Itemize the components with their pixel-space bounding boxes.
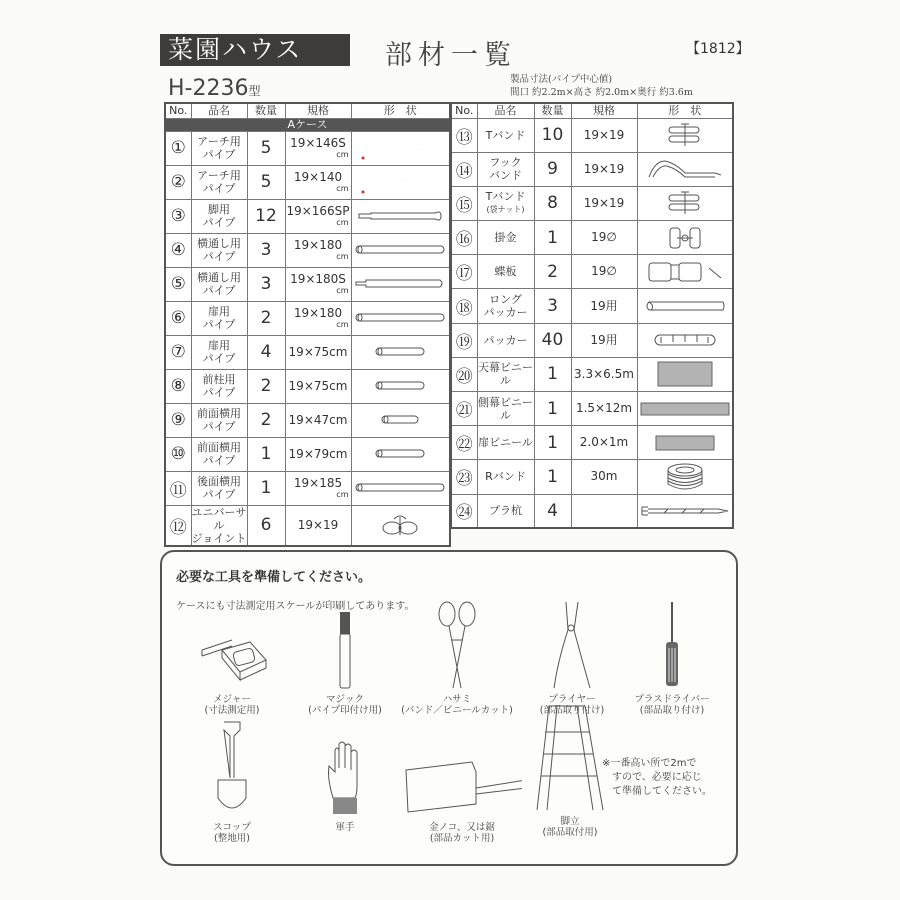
part-name-line: パイプ (202, 216, 236, 229)
part-quantity: 5 (247, 131, 285, 165)
part-number: ⑫ (165, 505, 191, 546)
table-row (451, 118, 733, 152)
part-spec-unit: cm (336, 320, 349, 329)
part-name-line: 側幕ビニール (478, 395, 533, 422)
part-quantity: 6 (247, 505, 285, 546)
part-name (191, 267, 247, 301)
part-name-line: (袋ナット) (486, 205, 525, 215)
part-name-line: 前面横用 (197, 441, 241, 454)
part-number: ⑬ (451, 118, 477, 152)
part-name (477, 426, 534, 460)
part-spec-value: 19×166SP (286, 204, 350, 218)
model-number (168, 76, 261, 101)
part-name-line: 扉用 (208, 305, 230, 318)
part-name-line: 扉ビニール (478, 436, 533, 450)
marker-icon (285, 614, 405, 694)
tool-name: スコップ (213, 822, 251, 833)
part-name-line: 横通し用 (197, 271, 241, 284)
part-spec (285, 131, 351, 165)
part-quantity: 1 (534, 357, 571, 391)
table-row (165, 301, 450, 335)
tool-purpose: (部品取付用) (542, 827, 598, 838)
part-number: ⑥ (165, 301, 191, 335)
part-quantity: 2 (247, 301, 285, 335)
part-spec (285, 165, 351, 199)
part-number: ⑭ (451, 152, 477, 186)
part-name-line: 天幕ビニール (478, 361, 533, 388)
part-quantity: 40 (534, 323, 571, 357)
part-quantity: 2 (247, 403, 285, 437)
document-title: 部材一覧 (385, 40, 517, 71)
table-row (165, 437, 450, 471)
part-quantity: 9 (534, 152, 571, 186)
part-spec-value: 19×75cm (288, 344, 348, 359)
tools-subnote: ケースにも寸法測定用スケールが印刷してあります。 (176, 601, 415, 612)
required-tools-panel (160, 550, 738, 866)
header-shape: 形 状 (637, 103, 733, 118)
part-name (191, 471, 247, 505)
part-name (477, 494, 534, 528)
table-row (165, 165, 450, 199)
part-number: ⑲ (451, 323, 477, 357)
part-spec: 19×19 (571, 186, 637, 220)
part-name (191, 369, 247, 403)
ladder-note-line: て準備してください。 (612, 786, 712, 797)
table-row (165, 233, 450, 267)
part-quantity: 1 (534, 392, 571, 426)
parts-table-right (450, 102, 734, 529)
part-spec (285, 369, 351, 403)
part-name-line: パイプ (202, 284, 236, 297)
tool-name: 金ノコ、又は鋸 (429, 822, 495, 833)
header-shape: 形 状 (351, 103, 450, 118)
short-pipe-icon (351, 369, 450, 403)
part-name (191, 505, 247, 546)
part-spec: 19∅ (571, 255, 637, 289)
part-name-line: フック (489, 156, 522, 170)
tool-item (397, 614, 517, 716)
header-qty: 数量 (247, 103, 285, 118)
table-row (165, 267, 450, 301)
dimensions-values: 間口 約2.2m×高さ 約2.0m×奥行 約3.6m (510, 87, 693, 98)
part-quantity: 2 (247, 369, 285, 403)
glove-icon (285, 730, 405, 822)
part-name-line: 前面横用 (197, 407, 241, 420)
part-name (191, 199, 247, 233)
part-name (477, 392, 534, 426)
table-row (451, 323, 733, 357)
part-name-line: パイプ (202, 454, 236, 467)
part-spec: 19用 (571, 323, 637, 357)
part-name (191, 131, 247, 165)
case-label: Aケース (165, 118, 450, 131)
part-quantity: 10 (534, 118, 571, 152)
table-row (451, 357, 733, 391)
vinyl-sheet-icon (637, 357, 733, 391)
tool-name: メジャー (213, 694, 251, 705)
product-dimensions (510, 73, 693, 99)
tool-purpose: (パイプ印付け用) (308, 705, 382, 716)
part-quantity: 3 (534, 289, 571, 323)
tool-item (612, 614, 732, 716)
part-name-line: パッカー (483, 333, 528, 347)
part-name-line: Tバンド (485, 190, 526, 204)
part-name (477, 152, 534, 186)
table-row (451, 152, 733, 186)
plastic-stake-icon (637, 494, 733, 528)
tool-name: プラスドライバー (634, 694, 710, 705)
part-number: ㉓ (451, 460, 477, 494)
part-quantity: 3 (247, 267, 285, 301)
part-name-line: 横通し用 (197, 237, 241, 250)
part-name (477, 460, 534, 494)
part-number: ④ (165, 233, 191, 267)
part-spec-value: 19×140 (293, 170, 343, 184)
model-code: H-2236 (168, 76, 249, 101)
part-number: ⑮ (451, 186, 477, 220)
tool-name: ハサミ (442, 694, 472, 705)
ladder-note (602, 757, 712, 799)
part-number: ㉑ (451, 392, 477, 426)
tool-purpose: (バンド／ビニールカット) (401, 705, 513, 716)
part-spec-value: 19×75cm (288, 378, 348, 393)
part-quantity: 4 (247, 335, 285, 369)
short-pipe-icon (351, 437, 450, 471)
table-row (451, 255, 733, 289)
part-name (477, 357, 534, 391)
part-quantity: 3 (247, 233, 285, 267)
part-quantity: 5 (247, 165, 285, 199)
dimensions-label: 製品寸法(パイプ中心値) (510, 74, 613, 85)
part-name (191, 301, 247, 335)
part-name (477, 221, 534, 255)
short-pipe-icon (351, 335, 450, 369)
part-spec-value: 19×180S (290, 272, 346, 286)
part-name-line: パイプ (202, 386, 236, 399)
table-row (165, 403, 450, 437)
part-name-line: ロング (489, 293, 522, 307)
table-row (165, 471, 450, 505)
tool-purpose: (部品取り付け) (539, 705, 605, 716)
part-name (191, 233, 247, 267)
part-quantity: 2 (534, 255, 571, 289)
part-spec-unit: cm (336, 286, 349, 295)
tool-item (285, 730, 405, 833)
part-spec-value: 19×19 (297, 517, 339, 532)
table-row (451, 289, 733, 323)
part-name-line: 前柱用 (202, 373, 236, 386)
part-spec (285, 471, 351, 505)
part-spec (285, 301, 351, 335)
table-row (165, 369, 450, 403)
document-code: 【1812】 (686, 41, 750, 57)
part-spec (285, 505, 351, 546)
part-spec (285, 267, 351, 301)
tool-item (402, 730, 522, 844)
part-spec: 19用 (571, 289, 637, 323)
ladder-note-line: すので、必要に応じ (612, 772, 702, 783)
part-name-line: ユニバーサル (191, 505, 247, 532)
part-number: ⑩ (165, 437, 191, 471)
part-spec-unit: cm (336, 218, 349, 227)
part-name-line: パイプ (202, 182, 236, 195)
hinge-icon (637, 255, 733, 289)
part-name-line: パイプ (202, 250, 236, 263)
part-spec-value: 19×180 (293, 306, 343, 320)
part-spec (285, 233, 351, 267)
table-row (451, 426, 733, 460)
part-number: ⑨ (165, 403, 191, 437)
part-name (477, 186, 534, 220)
tool-name: 脚立 (560, 816, 580, 827)
part-spec: 3.3×6.5m (571, 357, 637, 391)
part-quantity: 1 (534, 426, 571, 460)
swaged-pipe-icon (351, 267, 450, 301)
universal-joint-icon (351, 505, 450, 546)
part-number: ㉔ (451, 494, 477, 528)
tools-heading: 必要な工具を準備してください。 (176, 570, 372, 585)
part-quantity: 4 (534, 494, 571, 528)
part-name-line: パッカー (483, 306, 528, 320)
part-name-line: アーチ用 (197, 135, 241, 148)
part-number: ㉒ (451, 426, 477, 460)
tool-name: マジック (325, 694, 364, 705)
part-quantity: 1 (534, 460, 571, 494)
band-roll-icon (637, 460, 733, 494)
header-spec: 規格 (571, 103, 637, 118)
part-spec: 19×19 (571, 118, 637, 152)
part-quantity: 1 (534, 221, 571, 255)
part-name-line: アーチ用 (197, 169, 241, 182)
tool-purpose: (寸法測定用) (204, 705, 260, 716)
tool-purpose: (部品取り付け) (639, 705, 705, 716)
part-number: ⑯ (451, 221, 477, 255)
bent-pipe-icon (351, 165, 450, 199)
part-spec-unit: cm (336, 150, 349, 159)
part-spec-value: 19×185 (293, 476, 343, 490)
parts-table-left (164, 102, 451, 547)
part-number: ⑳ (451, 357, 477, 391)
part-name-line: パイプ (202, 318, 236, 331)
table-row (165, 505, 450, 546)
table-header (451, 103, 733, 118)
leg-pipe-icon (351, 199, 450, 233)
part-name-line: 扉用 (208, 339, 230, 352)
part-name-line: パイプ (202, 352, 236, 365)
table-row (451, 186, 733, 220)
table-row (165, 131, 450, 165)
table-row (451, 221, 733, 255)
long-pipe-icon (351, 301, 450, 335)
long-pipe-icon (351, 233, 450, 267)
part-name-line: Tバンド (485, 128, 526, 142)
vinyl-door-icon (637, 426, 733, 460)
part-spec-unit: cm (336, 252, 349, 261)
part-name-line: Rバンド (485, 470, 526, 484)
header-name: 品名 (191, 103, 247, 118)
part-name (191, 403, 247, 437)
shovel-icon (172, 730, 292, 822)
part-spec-value: 19×180 (293, 238, 343, 252)
part-number: ③ (165, 199, 191, 233)
long-packer-icon (637, 289, 733, 323)
part-name-line: 蝶板 (494, 265, 517, 279)
part-name (477, 289, 534, 323)
part-spec (285, 437, 351, 471)
long-pipe-icon (351, 471, 450, 505)
part-spec: 19×19 (571, 152, 637, 186)
packer-icon (637, 323, 733, 357)
part-name-line: バンド (489, 169, 522, 183)
part-spec: 1.5×12m (571, 392, 637, 426)
part-spec: 30m (571, 460, 637, 494)
table-row (451, 460, 733, 494)
table-row (451, 392, 733, 426)
part-name-line: パイプ (202, 488, 236, 501)
part-number: ⑱ (451, 289, 477, 323)
part-number: ⑧ (165, 369, 191, 403)
part-number: ⑪ (165, 471, 191, 505)
part-name-line: 後面横用 (197, 475, 241, 488)
header-spec: 規格 (285, 103, 351, 118)
part-spec-value: 19×146S (290, 136, 346, 150)
tool-purpose: (部品カット用) (429, 833, 495, 844)
tape-measure-icon (172, 614, 292, 694)
scissors-icon (397, 614, 517, 694)
brand-title: 菜園ハウス (160, 34, 350, 66)
part-spec (571, 494, 637, 528)
part-quantity: 1 (247, 437, 285, 471)
ladder-note-line: ※一番高い所で2mで (602, 758, 697, 769)
part-spec (285, 403, 351, 437)
part-number: ① (165, 131, 191, 165)
part-spec: 2.0×1m (571, 426, 637, 460)
tiny-pipe-icon (351, 403, 450, 437)
part-spec-unit: cm (336, 184, 349, 193)
part-spec: 19∅ (571, 221, 637, 255)
part-spec-value: 19×47cm (288, 412, 348, 427)
tool-name: 軍手 (335, 822, 355, 833)
part-name-line: 掛金 (494, 231, 517, 245)
bent-pipe-icon (351, 131, 450, 165)
table-row (165, 199, 450, 233)
part-quantity: 1 (247, 471, 285, 505)
header-no: No. (451, 103, 477, 118)
model-suffix: 型 (248, 84, 261, 98)
part-quantity: 12 (247, 199, 285, 233)
tool-item (172, 614, 292, 716)
part-number: ⑤ (165, 267, 191, 301)
part-name-line: プラ杭 (489, 504, 522, 518)
part-name (191, 437, 247, 471)
part-name-line: 脚用 (208, 203, 230, 216)
tool-item (285, 614, 405, 716)
table-header (165, 103, 450, 118)
table-row (165, 335, 450, 369)
part-name (191, 165, 247, 199)
table-row (451, 494, 733, 528)
t-band-icon (637, 118, 733, 152)
vinyl-strip-icon (637, 392, 733, 426)
part-spec (285, 335, 351, 369)
tool-name: プライヤー (548, 694, 596, 705)
header-name: 品名 (477, 103, 534, 118)
part-name-line: ジョイント (191, 531, 247, 545)
part-name (477, 118, 534, 152)
header-no: No. (165, 103, 191, 118)
tool-item (172, 730, 292, 844)
part-spec-unit: cm (336, 490, 349, 499)
screwdriver-icon (612, 614, 732, 694)
part-name (191, 335, 247, 369)
part-spec-value: 19×79cm (288, 446, 348, 461)
tool-purpose: (整地用) (214, 833, 250, 844)
part-quantity: 8 (534, 186, 571, 220)
hook-band-icon (637, 152, 733, 186)
part-name (477, 255, 534, 289)
part-number: ⑰ (451, 255, 477, 289)
part-name-line: パイプ (202, 420, 236, 433)
part-name-line: パイプ (202, 148, 236, 161)
part-name (477, 323, 534, 357)
latch-icon (637, 221, 733, 255)
t-band-icon (637, 186, 733, 220)
part-number: ② (165, 165, 191, 199)
saw-icon (402, 730, 522, 822)
part-spec (285, 199, 351, 233)
header-qty: 数量 (534, 103, 571, 118)
part-number: ⑦ (165, 335, 191, 369)
